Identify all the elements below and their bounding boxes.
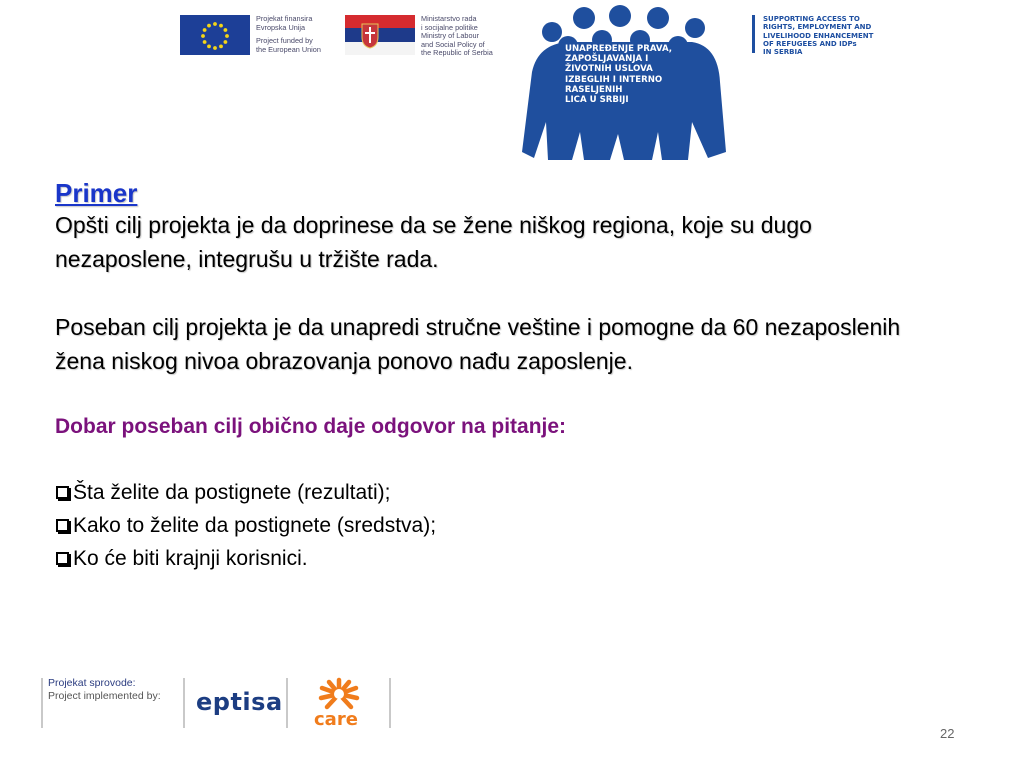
project-en-line4: OF REFUGEES AND IDPs	[763, 39, 857, 48]
slide-content	[55, 178, 955, 575]
checkbox-bullet-icon	[56, 486, 69, 499]
footer-divider	[389, 678, 391, 728]
bullet-text: Kako to želite da postignete (sredstva);	[73, 514, 437, 537]
page-number: 22	[940, 726, 955, 741]
checkbox-bullet-icon	[56, 519, 69, 532]
bullet-item	[55, 542, 955, 575]
eptisa-logo: eptisa	[196, 688, 283, 716]
footer-divider	[286, 678, 288, 728]
project-logo-title	[565, 44, 705, 105]
eu-flag-logo	[180, 15, 250, 55]
project-logo-line6: LICA U SRBIJI	[565, 95, 629, 106]
header-divider	[752, 15, 755, 53]
slide-title: Primer	[55, 178, 138, 208]
project-logo-line2: ZAPOŠLJAVANJA I	[565, 54, 649, 65]
bullet-item	[55, 476, 955, 509]
ministry-line3: Ministry of Labour	[421, 31, 479, 41]
implemented-by-line2: Project implemented by:	[48, 690, 161, 702]
care-hands-icon	[313, 676, 365, 712]
bullet-text: Ko će biti krajnji korisnici.	[73, 547, 308, 570]
checkbox-bullet-icon	[56, 552, 69, 565]
project-logo-line5: RASELJENIH	[565, 84, 623, 95]
serbia-flag-logo	[345, 15, 415, 55]
bullet-text: Šta želite da postignete (rezultati);	[73, 481, 391, 504]
eu-funding-text	[256, 15, 344, 54]
footer-divider	[183, 678, 185, 728]
specific-objective-text: Poseban cilj projekta je da unapredi stručne veštine i pomogne da 60 nezaposlenih žena niskog nivoa obrazovanja ponovo nađu zaposlenje.	[55, 314, 901, 374]
ministry-text	[421, 15, 521, 58]
question-heading: Dobar poseban cilj obično daje odgovor na pitanje:	[55, 415, 567, 438]
project-logo-line1: UNAPREĐENJE PRAVA,	[565, 44, 673, 54]
project-logo-line3: ŽIVOTNIH USLOVA	[565, 64, 653, 75]
project-en-line5: IN SERBIA	[763, 48, 803, 57]
care-logo: care	[314, 709, 358, 730]
bullet-list	[55, 476, 955, 575]
general-objective-text: Opšti cilj projekta je da doprinese da se žene niškog regiona, koje su dugo nezaposlene, integrušu u tržište rada.	[55, 212, 812, 272]
eu-text-line3: Project funded by	[256, 36, 313, 46]
ministry-line4: and Social Policy of	[421, 39, 485, 49]
bullet-item	[55, 509, 955, 542]
project-logo-line4: IZBEGLIH I INTERNO	[565, 74, 663, 85]
eu-text-line1: Projekat finansira	[256, 14, 313, 23]
project-en-line2: RIGHTS, EMPLOYMENT AND	[763, 23, 872, 32]
implemented-by-line1: Projekat sprovode:	[48, 677, 136, 689]
eu-text-line2: Evropska Unija	[256, 22, 306, 32]
project-en-line3: LIVELIHOOD ENHANCEMENT	[763, 31, 874, 40]
implemented-by-label	[48, 677, 161, 703]
footer-divider	[41, 678, 43, 728]
ministry-line2: i socijalne politike	[421, 22, 478, 32]
ministry-line1: Ministarstvo rada	[421, 14, 477, 23]
project-en-line1: SUPPORTING ACCESS TO	[763, 15, 860, 23]
project-english-title	[763, 15, 923, 56]
ministry-line5: the Republic of Serbia	[421, 48, 493, 58]
eu-text-line4: the European Union	[256, 44, 321, 54]
